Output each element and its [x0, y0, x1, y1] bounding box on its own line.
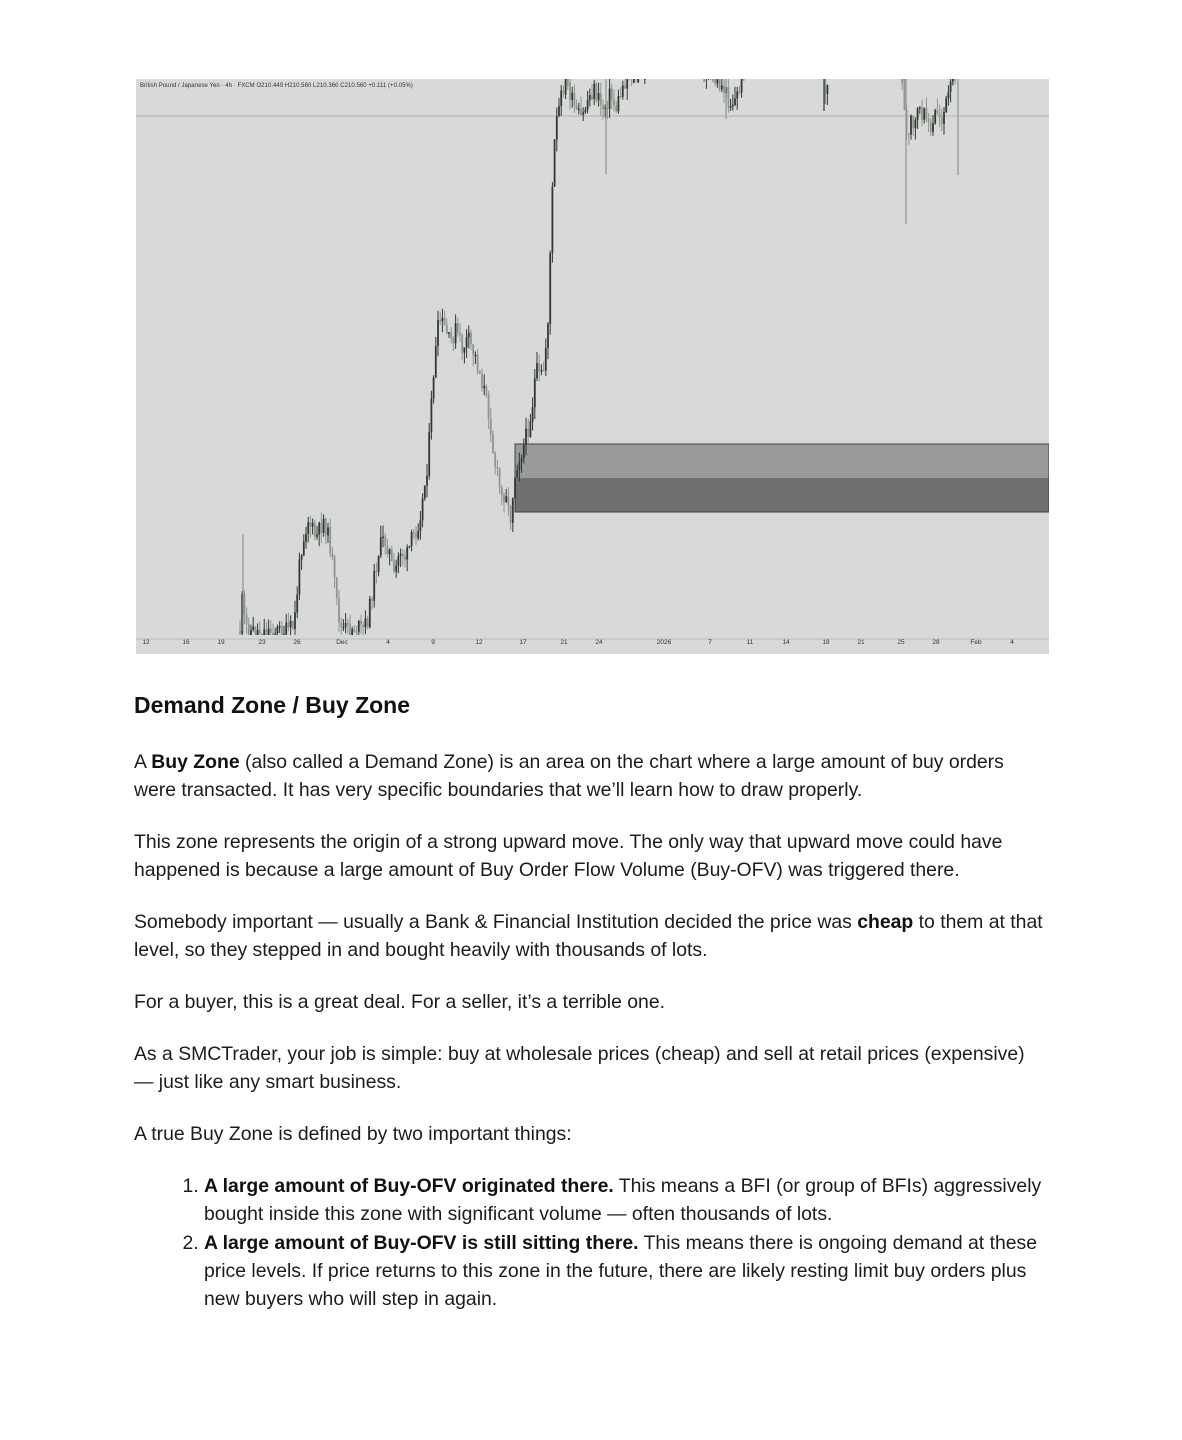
candle-body [585, 110, 587, 113]
list-item [204, 1172, 1049, 1228]
text-span: A [134, 751, 152, 773]
candle-body [534, 378, 536, 407]
candle-body [409, 546, 411, 548]
candle-body [519, 462, 521, 470]
candle-body [288, 623, 290, 628]
candle-body [611, 89, 613, 100]
candle-body [395, 566, 397, 572]
candle-body [717, 79, 719, 83]
candle-body [393, 561, 395, 572]
candle-body [318, 523, 320, 535]
candle-body [901, 79, 903, 83]
candle-body [543, 370, 545, 372]
candle-body [250, 630, 252, 635]
candle-body [446, 325, 448, 334]
candle-body [589, 95, 591, 100]
candle-body [255, 627, 257, 635]
x-tick-label: 7 [708, 639, 712, 646]
candle-body [943, 112, 945, 124]
candle-body [239, 631, 241, 634]
candle-body [574, 93, 576, 106]
x-tick-label: 11 [746, 639, 754, 646]
candle-body [402, 554, 404, 556]
candle-body [503, 495, 505, 502]
candle-body [457, 323, 459, 333]
candle-body [576, 106, 578, 110]
candle-body [274, 634, 276, 636]
x-tick-label: 19 [217, 639, 225, 646]
text-span: Somebody important — usually a Bank & Financial Institution decided the price was [134, 911, 858, 933]
candle-body [334, 557, 336, 578]
candle-body [532, 407, 534, 421]
candle-body [950, 82, 952, 92]
candle-body [521, 458, 523, 462]
x-tick-label: 4 [386, 639, 390, 646]
candle-body [954, 79, 956, 81]
candle-body [481, 374, 483, 388]
candle-body [514, 478, 516, 499]
candle-body [501, 487, 503, 495]
candle-body [362, 625, 364, 628]
candle-body [492, 435, 494, 453]
candle-body [565, 79, 567, 95]
candle-body [415, 534, 417, 539]
x-tick-label: 21 [857, 639, 865, 646]
candle-body [349, 623, 351, 635]
list-item-bold: A large amount of Buy-OFV originated there. [204, 1175, 614, 1197]
candle-body [547, 324, 549, 348]
candle-body [714, 79, 716, 84]
candle-body [340, 622, 342, 627]
candle-body [567, 79, 569, 86]
candle-body [292, 621, 294, 629]
candle-body [336, 578, 338, 598]
candle-body [400, 554, 402, 556]
paragraph-buyer-seller: For a buyer, this is a great deal. For a seller, it’s a terrible one. [134, 991, 665, 1013]
paragraph-origin: This zone represents the origin of a strong upward move. The only way that upward move could have happened is because a large amount of Buy Order Flow Volume (Buy-OFV) was triggered there. [134, 831, 1003, 881]
candle-body [622, 86, 624, 97]
candle-body [921, 107, 923, 120]
candle-body [420, 520, 422, 531]
candle-body [347, 623, 349, 625]
article-body [134, 688, 1049, 1314]
candle-body [281, 626, 283, 635]
candle-body [578, 109, 580, 111]
x-tick-label: 12 [142, 639, 150, 646]
candle-body [307, 522, 309, 534]
x-tick-label: 21 [560, 639, 568, 646]
candle-body [272, 633, 274, 635]
candle-body [499, 469, 501, 488]
candle-body [626, 79, 628, 89]
section-heading: Demand Zone / Buy Zone [134, 692, 411, 718]
candle-body [739, 91, 741, 93]
candle-body [472, 344, 474, 355]
candle-body [371, 599, 373, 601]
candle-body [734, 99, 736, 105]
candle-body [593, 84, 595, 99]
candle-body [827, 85, 829, 94]
candle-body [369, 599, 371, 628]
candle-body [736, 91, 738, 98]
candle-body [477, 355, 479, 371]
candle-body [299, 560, 301, 595]
candle-body [633, 79, 635, 83]
paragraph-definition-intro: A true Buy Zone is defined by two important things: [134, 1123, 572, 1145]
candle-body [508, 496, 510, 506]
list-item-bold: A large amount of Buy-OFV is still sitting there. [204, 1232, 639, 1254]
candle-body [483, 386, 485, 388]
candle-body [464, 347, 466, 352]
candle-body [259, 630, 261, 634]
x-tick-label: 18 [822, 639, 830, 646]
list-item [204, 1229, 1049, 1313]
candle-body [376, 571, 378, 573]
candle-body [433, 378, 435, 399]
x-tick-label: Dec [336, 639, 348, 646]
candle-body [321, 523, 323, 533]
candle-body [384, 536, 386, 545]
candle-body [475, 355, 477, 357]
candle-body [314, 523, 316, 537]
candle-body [294, 612, 296, 629]
x-tick-label: 17 [519, 639, 527, 646]
list-item-text: This means there is ongoing demand at these price levels. If price returns to this zone in the future, there are likely resting limit buy orders plus new buyers who will step in again. [204, 1232, 1038, 1310]
candle-body [644, 79, 646, 80]
candle-body [263, 629, 265, 635]
candle-body [598, 93, 600, 100]
candle-body [268, 629, 270, 635]
candle-body [510, 506, 512, 523]
candle-body [325, 519, 327, 536]
x-tick-label: 26 [293, 639, 301, 646]
candle-body [266, 629, 268, 635]
candle-body [398, 556, 400, 566]
candle-body [609, 89, 611, 109]
candle-body [613, 99, 615, 105]
candle-body [424, 486, 426, 499]
x-tick-label: Feb [970, 639, 982, 646]
candle-body [530, 422, 532, 437]
candle-body [358, 621, 360, 632]
x-tick-label: 16 [182, 639, 190, 646]
candle-body [538, 363, 540, 371]
candle-body [435, 346, 437, 378]
candle-body [527, 429, 529, 437]
list-item-text: This means a BFI (or group of BFIs) aggressively bought inside this zone with significant volume — often thousands of lots. [204, 1175, 1042, 1225]
candle-body [332, 553, 334, 556]
candle-body [732, 105, 734, 107]
candle-body [301, 555, 303, 559]
candle-body [915, 120, 917, 128]
x-tick-label: 25 [897, 639, 905, 646]
candle-body [279, 626, 281, 628]
candle-body [459, 333, 461, 335]
candle-body [261, 634, 263, 635]
candle-body [571, 93, 573, 100]
candle-body [296, 595, 298, 613]
price-chart [136, 79, 1049, 654]
candle-body [406, 547, 408, 559]
candle-body [712, 79, 714, 81]
candle-body [367, 618, 369, 627]
candle-body [602, 105, 604, 109]
candle-body [703, 79, 705, 82]
candle-body [620, 96, 622, 98]
candle-body [270, 629, 272, 633]
candle-body [552, 187, 554, 254]
candle-body [939, 113, 941, 117]
candle-body [917, 108, 919, 120]
candle-body [373, 571, 375, 601]
candle-body [404, 556, 406, 559]
candle-body [380, 537, 382, 555]
paragraph-institution [134, 908, 1049, 964]
candle-body [479, 371, 481, 374]
candlestick-chart [136, 79, 1049, 654]
candle-body [934, 110, 936, 123]
paragraph-buy-zone-definition [134, 748, 1049, 804]
candle-body [470, 333, 472, 344]
candle-body [439, 320, 441, 322]
candle-body [466, 337, 468, 347]
candle-body [442, 318, 444, 321]
candle-body [723, 86, 725, 94]
candle-body [468, 333, 470, 337]
candle-body [728, 87, 730, 108]
candle-body [587, 100, 589, 109]
candle-body [932, 124, 934, 132]
candle-body [730, 106, 732, 108]
candle-body [444, 318, 446, 325]
candle-body [411, 532, 413, 546]
candle-body [428, 432, 430, 476]
candle-body [545, 348, 547, 371]
candle-body [904, 79, 906, 110]
candle-body [549, 253, 551, 324]
candle-body [591, 95, 593, 99]
candle-body [556, 116, 558, 140]
candle-body [497, 467, 499, 469]
candle-body [378, 556, 380, 572]
candle-body [523, 445, 525, 458]
candle-body [596, 84, 598, 101]
candle-body [303, 542, 305, 555]
candle-body [536, 363, 538, 378]
candle-body [290, 621, 292, 627]
x-tick-label: 12 [475, 639, 483, 646]
candle-body [930, 122, 932, 132]
candle-body [945, 98, 947, 112]
candle-body [486, 386, 488, 395]
candle-body [600, 93, 602, 105]
candle-body [448, 332, 450, 334]
candle-body [580, 109, 582, 115]
candle-body [912, 116, 914, 129]
candle-body [327, 527, 329, 535]
candle-body [257, 630, 259, 635]
candle-body [354, 629, 356, 631]
candle-body [312, 523, 314, 527]
candle-body [624, 86, 626, 89]
candle-body [305, 534, 307, 542]
candle-body [316, 535, 318, 537]
candle-body [541, 370, 543, 372]
candle-body [391, 549, 393, 561]
candle-body [512, 498, 514, 523]
candle-body [721, 86, 723, 90]
demand-zone-lower [515, 478, 1049, 512]
candle-body [516, 470, 518, 478]
x-tick-label: 4 [1010, 639, 1014, 646]
ohlc-label: British Pound / Japanese Yen · 4h · FXCM O210.449 H210.560 L210.360 C210.560 +0.111 (+0.05%) [140, 83, 413, 89]
paragraph-smc-trader: As a SMCTrader, your job is simple: buy at wholesale prices (cheap) and sell at retail prices (expensive) — just like any smart business. [134, 1043, 1025, 1093]
candle-body [351, 629, 353, 635]
candle-body [941, 117, 943, 124]
candle-body [637, 79, 639, 83]
candle-body [741, 79, 743, 92]
definition-list [134, 1172, 1049, 1313]
candle-body [919, 107, 921, 109]
candle-body [431, 399, 433, 432]
x-tick-label: 23 [258, 639, 266, 646]
candle-body [389, 549, 391, 554]
x-tick-label: 14 [782, 639, 790, 646]
candle-body [283, 634, 285, 635]
x-tick-label: 2026 [656, 639, 672, 646]
candles [239, 79, 958, 635]
candle-body [360, 621, 362, 625]
candle-body [494, 453, 496, 467]
candle-body [952, 79, 954, 82]
candle-body [285, 623, 287, 635]
candle-body [345, 623, 347, 627]
bold-term: Buy Zone [151, 751, 240, 773]
candle-body [937, 110, 939, 113]
candle-body [743, 79, 745, 81]
candle-body [413, 532, 415, 534]
candle-body [417, 531, 419, 538]
candle-body [923, 108, 925, 119]
candle-body [426, 476, 428, 486]
x-tick-label: 9 [431, 639, 435, 646]
candle-body [560, 91, 562, 107]
candle-body [450, 332, 452, 338]
candle-body [554, 140, 556, 187]
x-tick-label: 28 [932, 639, 940, 646]
candle-body [455, 323, 457, 343]
candle-body [323, 519, 325, 533]
candle-body [338, 598, 340, 623]
candle-body [615, 105, 617, 111]
candle-body [277, 627, 279, 634]
candle-body [252, 627, 254, 631]
text-span: to them at that level, so they stepped in and bought heavily with thousands of lots. [134, 911, 1043, 961]
candle-body [382, 536, 384, 538]
candle-body [719, 79, 721, 89]
candle-body [387, 546, 389, 554]
candle-body [525, 429, 527, 446]
candle-body [928, 119, 930, 122]
candle-body [329, 527, 331, 553]
bold-term: cheap [857, 911, 914, 933]
candle-body [453, 339, 455, 344]
x-tick-label: 24 [595, 639, 603, 646]
candle-body [563, 91, 565, 93]
candle-body [246, 615, 248, 624]
candle-body [490, 419, 492, 435]
candle-body [365, 618, 367, 627]
candle-body [569, 83, 571, 100]
candle-body [244, 594, 246, 615]
candle-body [618, 96, 620, 111]
candle-body [948, 92, 950, 99]
demand-zone-upper [515, 444, 1049, 478]
candle-body [926, 108, 928, 119]
candle-body [558, 106, 560, 116]
text-span: (also called a Demand Zone) is an area on the chart where a large amount of buy orders were transacted. It has very specific boundaries that we’ll learn how to draw properly. [134, 751, 1004, 801]
candle-body [356, 632, 358, 634]
candle-body [422, 499, 424, 521]
candle-body [248, 624, 250, 635]
candle-body [488, 394, 490, 419]
candle-body [607, 108, 609, 110]
candle-body [908, 134, 910, 136]
candle-body [437, 320, 439, 346]
candle-body [505, 496, 507, 502]
candle-body [582, 112, 584, 114]
candle-body [910, 116, 912, 135]
candle-body [343, 627, 345, 629]
candle-body [310, 522, 312, 526]
candle-body [461, 335, 463, 352]
